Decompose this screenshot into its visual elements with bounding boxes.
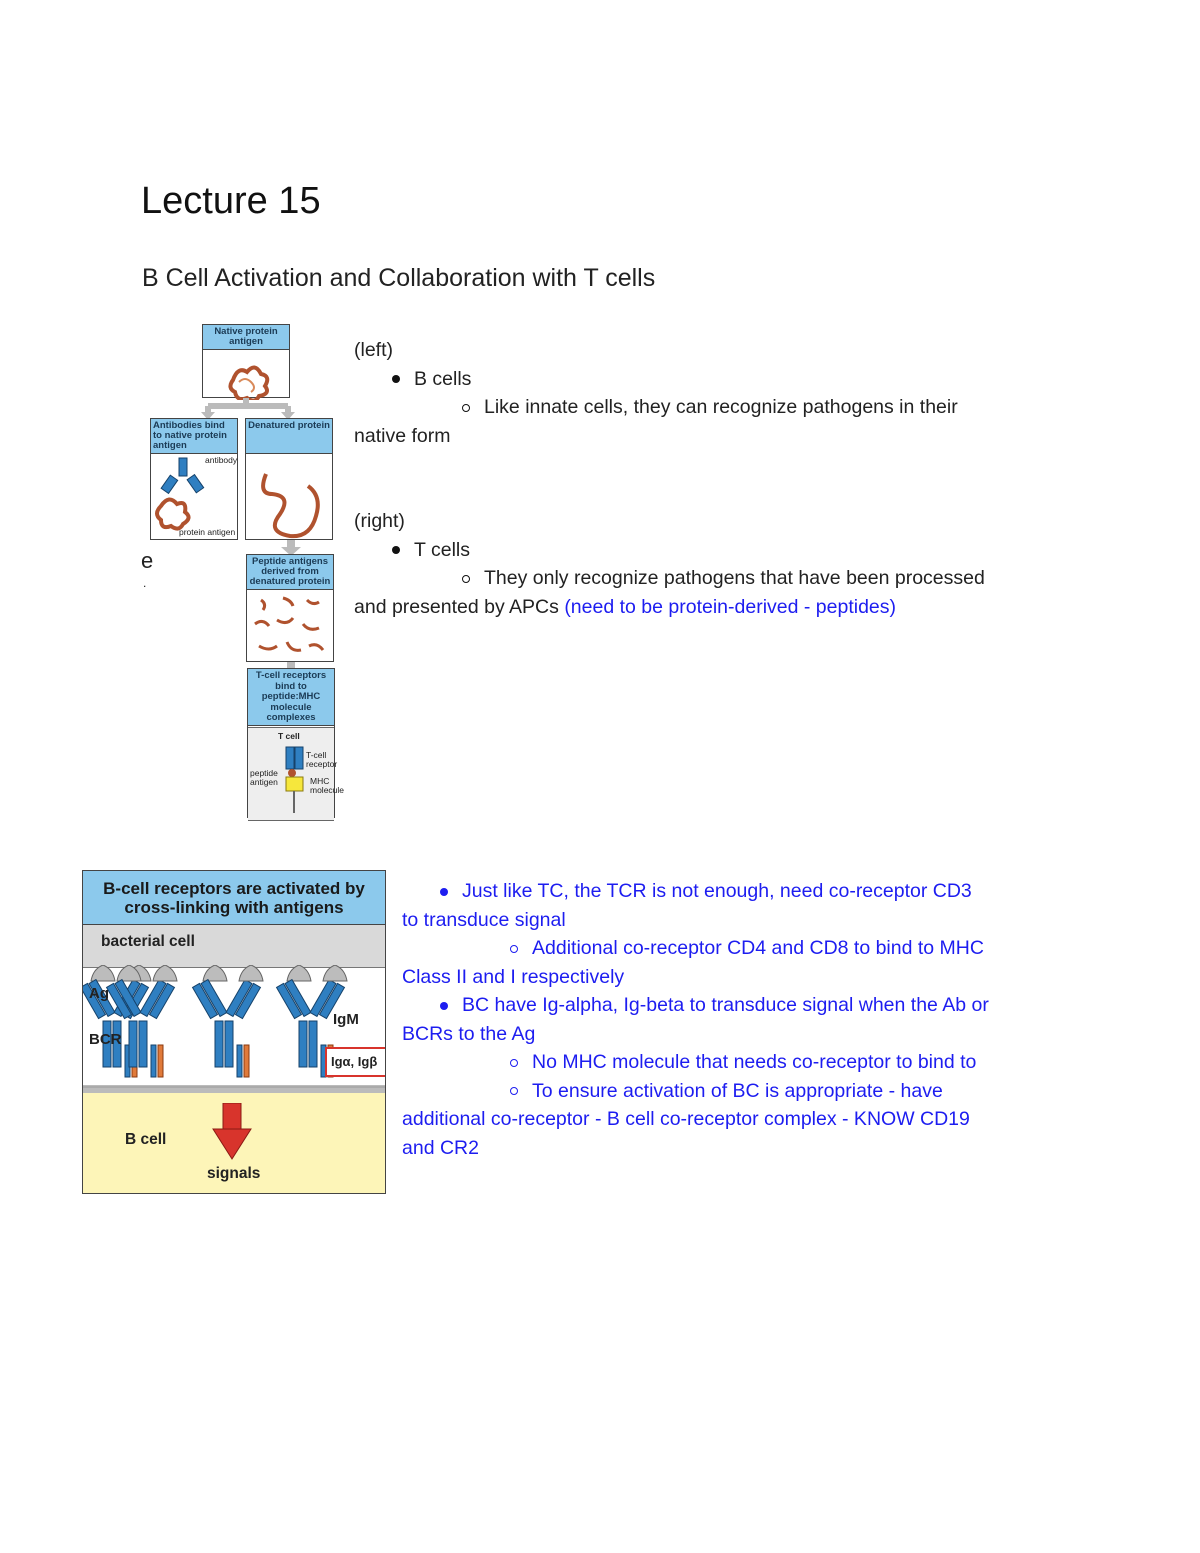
signals-label: signals (207, 1165, 261, 1182)
signal-arrow-icon (211, 1103, 253, 1161)
list-item (354, 393, 985, 422)
figure-header-line: cross-linking with antigens (124, 898, 344, 917)
antigen-recognition-figure (148, 322, 345, 820)
bacterial-cell-label: bacterial cell (101, 933, 195, 950)
stray-dot: . (143, 576, 147, 590)
sub-bullet-icon (510, 1087, 518, 1095)
list-item-text: BC have Ig-alpha, Ig-beta to transduce signal when the Ab or (462, 994, 989, 1016)
list-item (402, 1048, 989, 1077)
denatured-protein-box (245, 418, 333, 540)
notes-block-2 (402, 877, 989, 1162)
list-item (354, 365, 985, 394)
list-item-text: Additional co-receptor CD4 and CD8 to bind to MHC (532, 937, 984, 959)
igm-label: IgM (333, 1011, 359, 1028)
native-protein-box (202, 324, 290, 398)
right-label: (right) (354, 510, 405, 532)
bcr-receptors-icon (83, 965, 385, 1105)
list-item-continuation: native form (354, 424, 451, 447)
list-item-note: (need to be protein-derived - peptides) (564, 595, 897, 618)
figure-header (83, 871, 385, 925)
section-heading: B Cell Activation and Collaboration with T cells (142, 264, 656, 292)
list-item (402, 1077, 989, 1106)
list-item-text: Like innate cells, they can recognize pathogens in their (484, 396, 958, 418)
list-item-text: They only recognize pathogens that have been processed (484, 567, 985, 589)
left-label: (left) (354, 339, 393, 361)
list-item (402, 877, 989, 906)
antibody-binding-label: Antibodies bind to native protein antigen (151, 419, 237, 454)
list-item (354, 536, 985, 565)
bullet-icon (440, 888, 448, 896)
list-item-text: No MHC molecule that needs co-receptor to bind to (532, 1051, 977, 1073)
list-item-continuation: Class II and I respectively (402, 965, 625, 988)
list-item-continuation: and CR2 (402, 1136, 479, 1159)
antibody-binding-box (150, 418, 238, 540)
split-arrow-icon (198, 398, 298, 420)
figure-header-line: B-cell receptors are activated by (103, 879, 365, 898)
sub-bullet-icon (462, 404, 470, 412)
list-item-continuation: BCRs to the Ag (402, 1022, 536, 1045)
stray-letter: e (141, 548, 154, 573)
tcr-binding-label: T-cell receptors bind to peptide:MHC molecule complexes (248, 669, 334, 726)
t-cell-receptor-label: T-cell receptor (306, 750, 338, 769)
tcr-binding-box (247, 668, 345, 818)
ig-alpha-beta-box (325, 1047, 386, 1077)
b-cell-label: B cell (125, 1131, 167, 1148)
list-item (354, 564, 985, 593)
denatured-protein-icon (246, 454, 332, 542)
bullet-icon (392, 546, 400, 554)
list-item-continuation (354, 593, 985, 622)
list-item-continuation: additional co-receptor - B cell co-receptor complex - KNOW CD19 (402, 1108, 970, 1130)
peptide-antigens-box (246, 554, 334, 662)
antibody-label: antibody (205, 455, 238, 465)
mhc-molecule-label: MHC molecule (310, 776, 345, 795)
ag-label: Ag (89, 985, 109, 1002)
sub-bullet-icon (462, 575, 470, 583)
sub-bullet-icon (510, 1059, 518, 1067)
peptide-antigen-label: peptide antigen (250, 768, 278, 787)
page-title: Lecture 15 (141, 180, 321, 222)
list-item-text: B cells (414, 367, 472, 390)
list-item (402, 934, 989, 963)
sub-bullet-icon (510, 945, 518, 953)
bcr-crosslinking-figure (82, 870, 386, 1194)
bcr-label: BCR (89, 1031, 122, 1048)
denatured-protein-label: Denatured protein (246, 419, 332, 454)
peptide-fragments-icon (247, 590, 333, 664)
list-item-text: To ensure activation of BC is appropriate - have (532, 1079, 943, 1102)
list-item-text: and presented by APCs (354, 595, 565, 618)
native-protein-label: Native protein antigen (203, 325, 289, 350)
bullet-icon (392, 375, 400, 383)
t-cell-label: T cell (278, 731, 300, 741)
notes-block-1 (354, 336, 985, 621)
list-item-text: Just like TC, the TCR is not enough, need co-receptor CD3 (462, 880, 972, 902)
bullet-icon (440, 1002, 448, 1010)
folded-protein-icon (203, 350, 289, 400)
peptide-antigens-label: Peptide antigens derived from denatured protein (247, 555, 333, 590)
list-item-text: T cells (414, 538, 470, 561)
list-item-continuation: to transduce signal (402, 908, 566, 931)
ig-alpha-beta-label: Igα, Igβ (331, 1054, 378, 1069)
protein-antigen-label: protein antigen (179, 527, 236, 537)
list-item (402, 991, 989, 1020)
